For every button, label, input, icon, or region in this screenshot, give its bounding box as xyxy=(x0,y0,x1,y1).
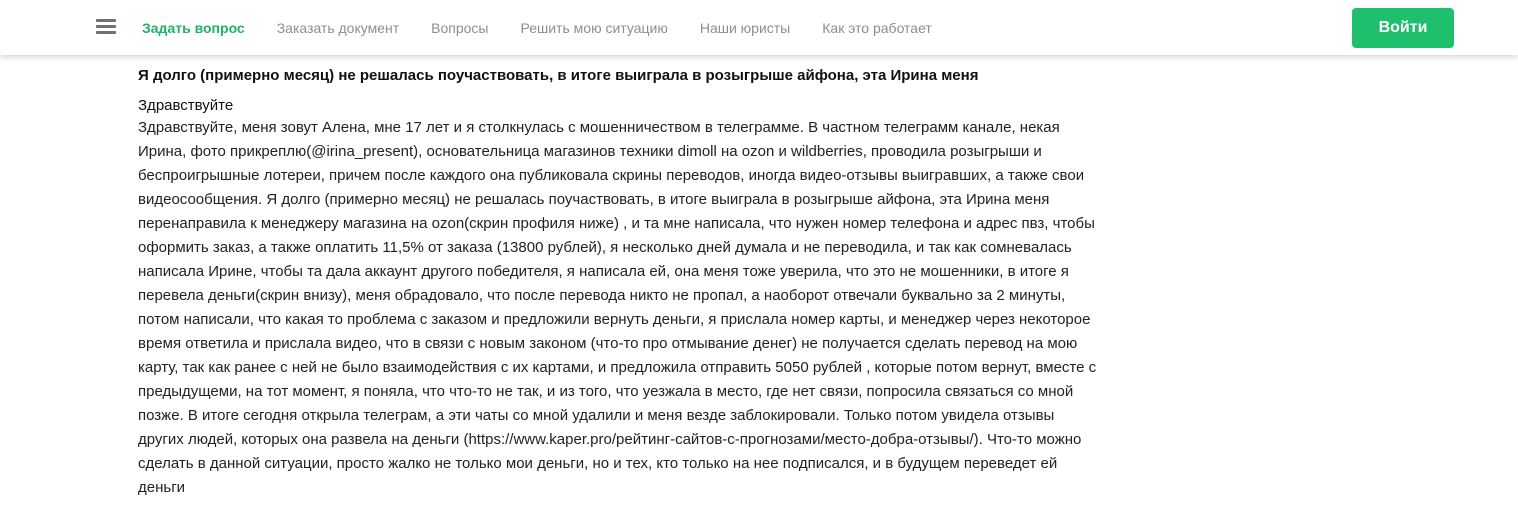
main-nav xyxy=(142,0,964,55)
hamburger-menu-icon[interactable] xyxy=(96,19,116,35)
hamburger-line xyxy=(96,31,116,34)
nav-order-document[interactable]: Заказать документ xyxy=(276,19,400,36)
nav-how-it-works[interactable]: Как это работает xyxy=(822,19,932,36)
nav-our-lawyers[interactable]: Наши юристы xyxy=(699,19,791,36)
hamburger-line xyxy=(96,19,116,22)
hamburger-line xyxy=(96,25,116,28)
nav-ask-question[interactable]: Задать вопрос xyxy=(142,19,245,36)
nav-solve-situation[interactable]: Решить мою ситуацию xyxy=(520,19,668,36)
site-header xyxy=(0,0,1518,55)
login-button[interactable]: Войти xyxy=(1352,8,1454,48)
question-greeting: Здравствуйте xyxy=(138,97,234,114)
nav-questions[interactable]: Вопросы xyxy=(431,19,489,36)
question-body: Здравствуйте, меня зовут Алена, мне 17 лет и я столкнулась с мошенничеством в телеграмме. В частном телеграмм канале, некая Ирина, фото прикреплю(@irina_present), основательница магазинов техники dimoll на ozon и wildberries, проводила розыгрыши и беспроигрышные лотереи, причем после каждого она публиковала скрины переводов, иногда видео-отзывы выигравших, а также свои видеосообщения. Я долго (примерно месяц) не решалась поучаствовать, в итоге выиграла в розыгрыше айфона, эта Ирина меня перенаправила к менеджеру магазина на ozon(скрин профиля ниже) , и та мне написала, что нужен номер телефона и адрес пвз, чтобы оформить заказ, а также оплатить 11,5% от заказа (13800 рублей), я несколько дней думала и не переводила, и так как сомневалась написала Ирине, чтобы та дала аккаунт другого победителя, я написала ей, она меня тоже уверила, что это не мошенники, в итоге я перевела деньги(скрин внизу), меня обрадовало, что после перевода никто не пропал, а наоборот отвечали буквально за 2 минуты, потом написали, что какая то проблема с заказом и предложили вернуть деньги, я прислала номер карты, и менеджер через некоторое время ответила и прислала видео, что в связи с новым законом (что-то про отмывание денег) не получается сделать перевод на мою карту, так как ранее с ней не было взаимодействия с их картами, и предложила отправить 5050 рублей , которые потом вернут, вместе с предыдущеми, на тот момент, я поняла, что что-то не так, и из того, что уезжала в место, где нет связи, попросила связаться со мной позже. В итоге сегодня открыла телеграм, а эти чаты со мной удалили и меня везде заблокировали. Только потом увидела отзывы других людей, которых она развела на деньги (https://www.kaper.pro/рейтинг-сайтов-с-прогнозами/место-добра-отзывы/). Что-то можно сделать в данной ситуации, просто жалко не только мои деньги, но и тех, кто только на нее подписался, и в будущем переведет ей деньги xyxy=(138,119,1097,496)
question-title: Я долго (примерно месяц) не решалась поучаствовать, в итоге выиграла в розыгрыше айфона, эта Ирина меня xyxy=(138,67,979,84)
question-content xyxy=(138,66,1098,500)
